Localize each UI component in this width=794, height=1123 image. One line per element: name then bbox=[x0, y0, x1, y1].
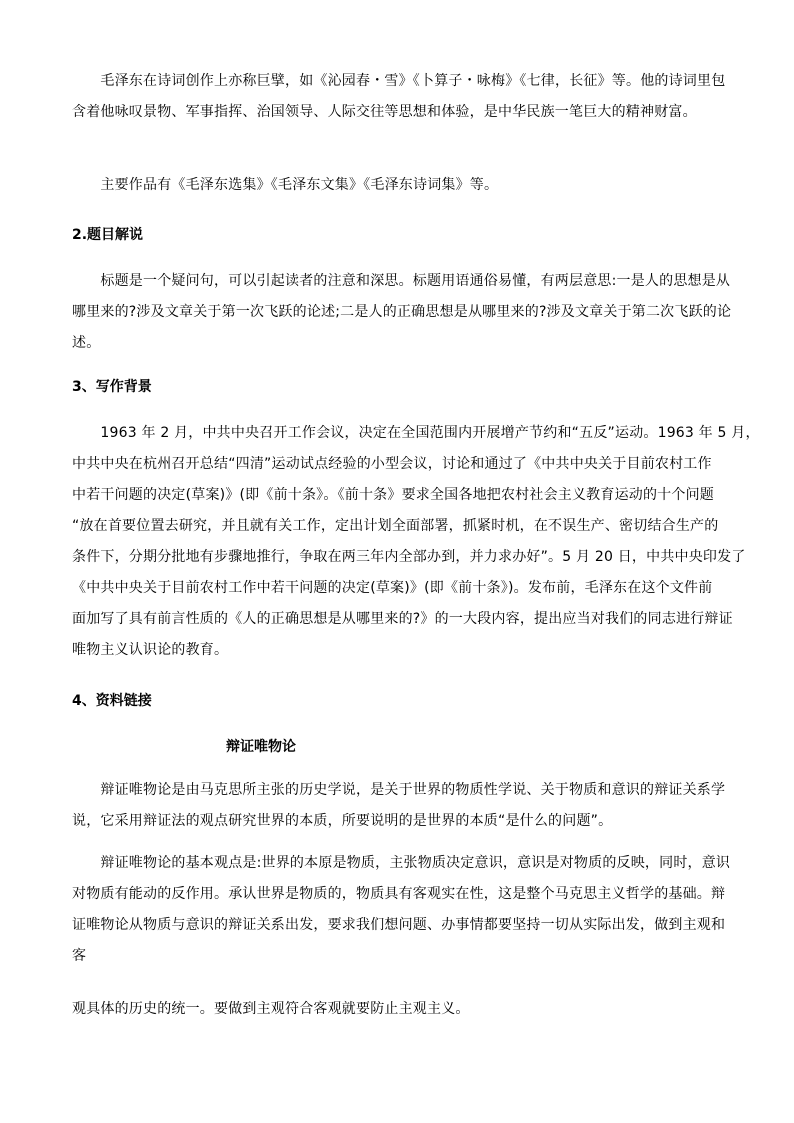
text-line: 辩证唯物论是由马克思所主张的历史学说，是关于世界的物质性学说、关于物质和意识的辩证关系学 bbox=[72, 782, 726, 798]
subsection-title: 辩证唯物论 bbox=[226, 739, 296, 755]
section2-paragraph bbox=[72, 266, 732, 359]
section4-paragraph-3 bbox=[72, 994, 722, 1025]
text-line: 毛泽东在诗词创作上亦称巨擘，如《沁园春・雪》《卜算子・咏梅》《七律，长征》等。他的诗词里包 bbox=[72, 73, 726, 89]
text-line: 对物质有能动的反作用。承认世界是物质的，物质具有客观实在性，这是整个马克思主义哲学的基础。辩 bbox=[72, 886, 726, 902]
text-line: 述。 bbox=[72, 335, 101, 351]
text-line: 唯物主义认识论的教育。 bbox=[72, 642, 229, 658]
text-line: 面加写了具有前言性质的《人的正确思想是从哪里来的?》的一大段内容，提出应当对我们的同志进行辩证 bbox=[72, 611, 733, 627]
text-line: 证唯物论从物质与意识的辩证关系出发，要求我们想问题、办事情都要坚持一切从实际出发，做到主观和 bbox=[72, 917, 726, 933]
text-line: 含着他咏叹景物、军事指挥、治国领导、人际交往等思想和体验，是中华民族一笔巨大的精神财富。 bbox=[72, 104, 697, 120]
section4-paragraph-2 bbox=[72, 848, 731, 972]
text-line: 客 bbox=[72, 948, 87, 964]
text-line: 辩证唯物论的基本观点是:世界的本原是物质，主张物质决定意识，意识是对物质的反映，同时，意识 bbox=[72, 855, 731, 871]
section4-paragraph-1 bbox=[72, 775, 726, 837]
text-line: 哪里来的?涉及文章关于第一次飞跃的论述;二是人的正确思想是从哪里来的?涉及文章关于第二次飞跃的论 bbox=[72, 304, 732, 320]
text-line: 观具体的历史的统一。要做到主观符合客观就要防止主观主义。 bbox=[72, 1001, 470, 1017]
text-line: 中若干问题的决定(草案)》(即《前十条》。《前十条》要求全国各地把农村社会主义教育运动的十个问题 bbox=[72, 487, 714, 503]
section-heading-2: 2.题目解说 bbox=[72, 227, 144, 243]
text-line: 1963 年 2 月，中共中央召开工作会议，决定在全国范围内开展增产节约和“五反”运动。1963 年 5 月， bbox=[72, 425, 760, 441]
section3-paragraph bbox=[72, 418, 760, 666]
section-heading-3: 3、写作背景 bbox=[72, 379, 152, 395]
text-line: 条件下，分期分批地有步骤地推行，争取在两三年内全部办到，并力求办好”。5 月 20 日，中共中央印发了 bbox=[72, 549, 746, 565]
text-line: 《中共中央关于目前农村工作中若干问题的决定(草案)》(即《前十条》)。发布前，毛泽东在这个文件前 bbox=[72, 580, 713, 596]
text-line: 中共中央在杭州召开总结“四清”运动试点经验的小型会议，讨论和通过了《中共中央关于目前农村工作 bbox=[72, 456, 712, 472]
intro-paragraph-1 bbox=[72, 66, 726, 128]
text-line: 标题是一个疑问句，可以引起读者的注意和深思。标题用语通俗易懂，有两层意思:一是人的思想是从 bbox=[72, 273, 731, 289]
section-heading-4: 4、资料链接 bbox=[72, 693, 152, 709]
text-line: 说，它采用辩证法的观点研究世界的本质，所要说明的是世界的本质“是什么的问题”。 bbox=[72, 813, 613, 829]
intro-paragraph-2 bbox=[72, 170, 722, 201]
text-line: 主要作品有《毛泽东选集》《毛泽东文集》《毛泽东诗词集》等。 bbox=[72, 177, 499, 193]
text-line: “放在首要位置去研究，并且就有关工作，定出计划全面部署，抓紧时机，在不误生产、密切结合生产的 bbox=[72, 518, 719, 534]
